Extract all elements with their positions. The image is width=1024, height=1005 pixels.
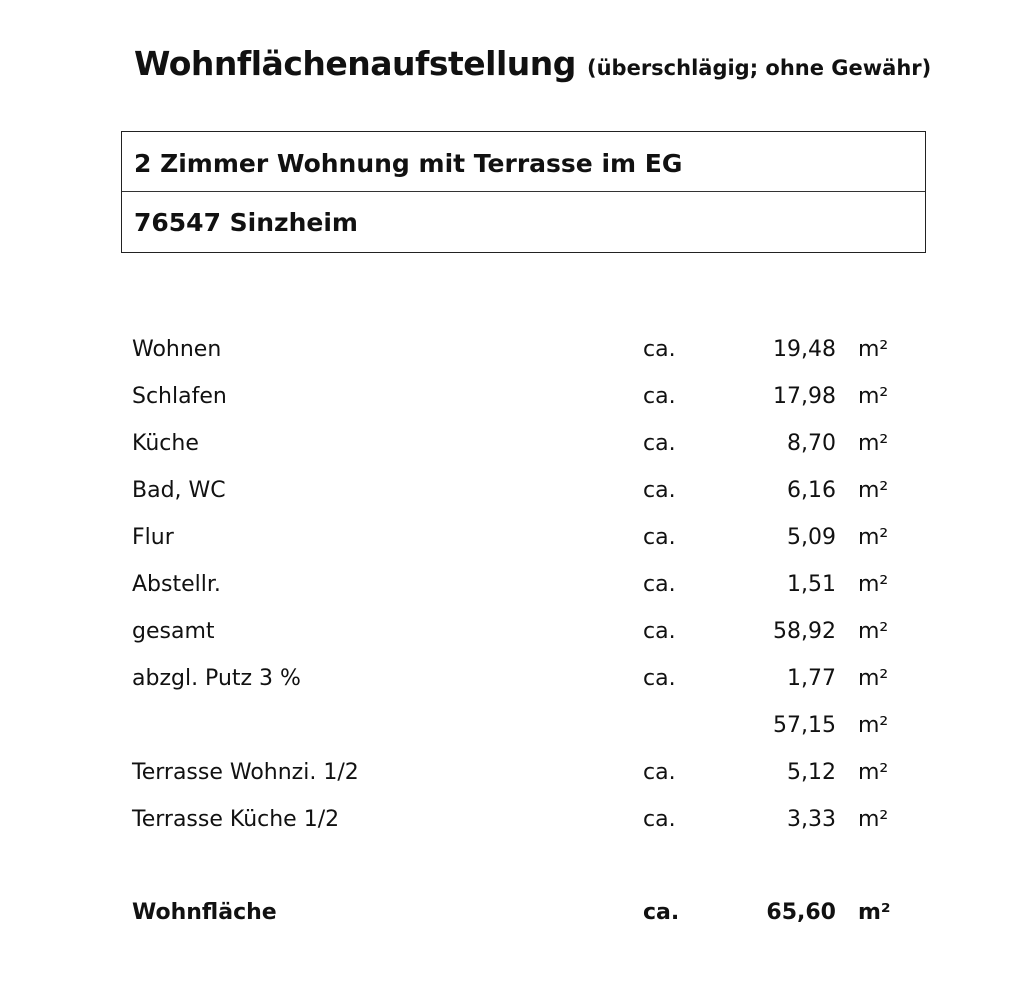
area-value: 1,77: [787, 666, 836, 691]
approx-label: ca.: [643, 619, 676, 644]
area-unit: m²: [858, 713, 889, 738]
area-value: 5,09: [787, 525, 836, 550]
area-value: 5,12: [787, 760, 836, 785]
area-unit: m²: [858, 337, 889, 362]
area-row: [0, 431, 1024, 467]
area-label: abzgl. Putz 3 %: [132, 666, 301, 691]
total-label: Wohnfläche: [132, 900, 277, 925]
approx-label: ca.: [643, 900, 680, 925]
area-value: 8,70: [787, 431, 836, 456]
approx-label: ca.: [643, 807, 676, 832]
total-row: [0, 900, 1024, 936]
area-label: gesamt: [132, 619, 215, 644]
area-value: 1,51: [787, 572, 836, 597]
approx-label: ca.: [643, 760, 676, 785]
area-row: [0, 619, 1024, 655]
area-label: Flur: [132, 525, 174, 550]
approx-label: ca.: [643, 666, 676, 691]
area-row: [0, 525, 1024, 561]
apartment-description: 2 Zimmer Wohnung mit Terrasse im EG: [134, 149, 683, 178]
area-value: 17,98: [773, 384, 836, 409]
total-value: 65,60: [766, 900, 836, 925]
area-label: Küche: [132, 431, 199, 456]
area-unit: m²: [858, 619, 889, 644]
area-row: [0, 807, 1024, 843]
approx-label: ca.: [643, 525, 676, 550]
area-label: Abstellr.: [132, 572, 221, 597]
area-row: [0, 666, 1024, 702]
approx-label: ca.: [643, 337, 676, 362]
area-unit: m²: [858, 666, 889, 691]
approx-label: ca.: [643, 431, 676, 456]
area-row: [0, 384, 1024, 420]
area-unit: m²: [858, 760, 889, 785]
approx-label: ca.: [643, 478, 676, 503]
area-unit: m²: [858, 807, 889, 832]
area-label: Schlafen: [132, 384, 227, 409]
approx-label: ca.: [643, 384, 676, 409]
area-value: 57,15: [773, 713, 836, 738]
area-row: [0, 572, 1024, 608]
area-row: [0, 337, 1024, 373]
area-label: Terrasse Küche 1/2: [132, 807, 340, 832]
area-unit: m²: [858, 431, 889, 456]
area-unit: m²: [858, 900, 891, 925]
approx-label: ca.: [643, 572, 676, 597]
location: 76547 Sinzheim: [134, 208, 358, 237]
area-row: [0, 760, 1024, 796]
area-value: 19,48: [773, 337, 836, 362]
area-value: 6,16: [787, 478, 836, 503]
area-unit: m²: [858, 525, 889, 550]
area-row: [0, 478, 1024, 514]
title-subtitle: (überschlägig; ohne Gewähr): [587, 56, 932, 80]
area-unit: m²: [858, 572, 889, 597]
area-value: 58,92: [773, 619, 836, 644]
area-unit: m²: [858, 384, 889, 409]
area-label: Wohnen: [132, 337, 222, 362]
title-main: Wohnflächenaufstellung: [134, 44, 576, 83]
area-label: Terrasse Wohnzi. 1/2: [132, 760, 359, 785]
area-value: 3,33: [787, 807, 836, 832]
area-label: Bad, WC: [132, 478, 226, 503]
subtotal-row: [0, 713, 1024, 749]
area-unit: m²: [858, 478, 889, 503]
